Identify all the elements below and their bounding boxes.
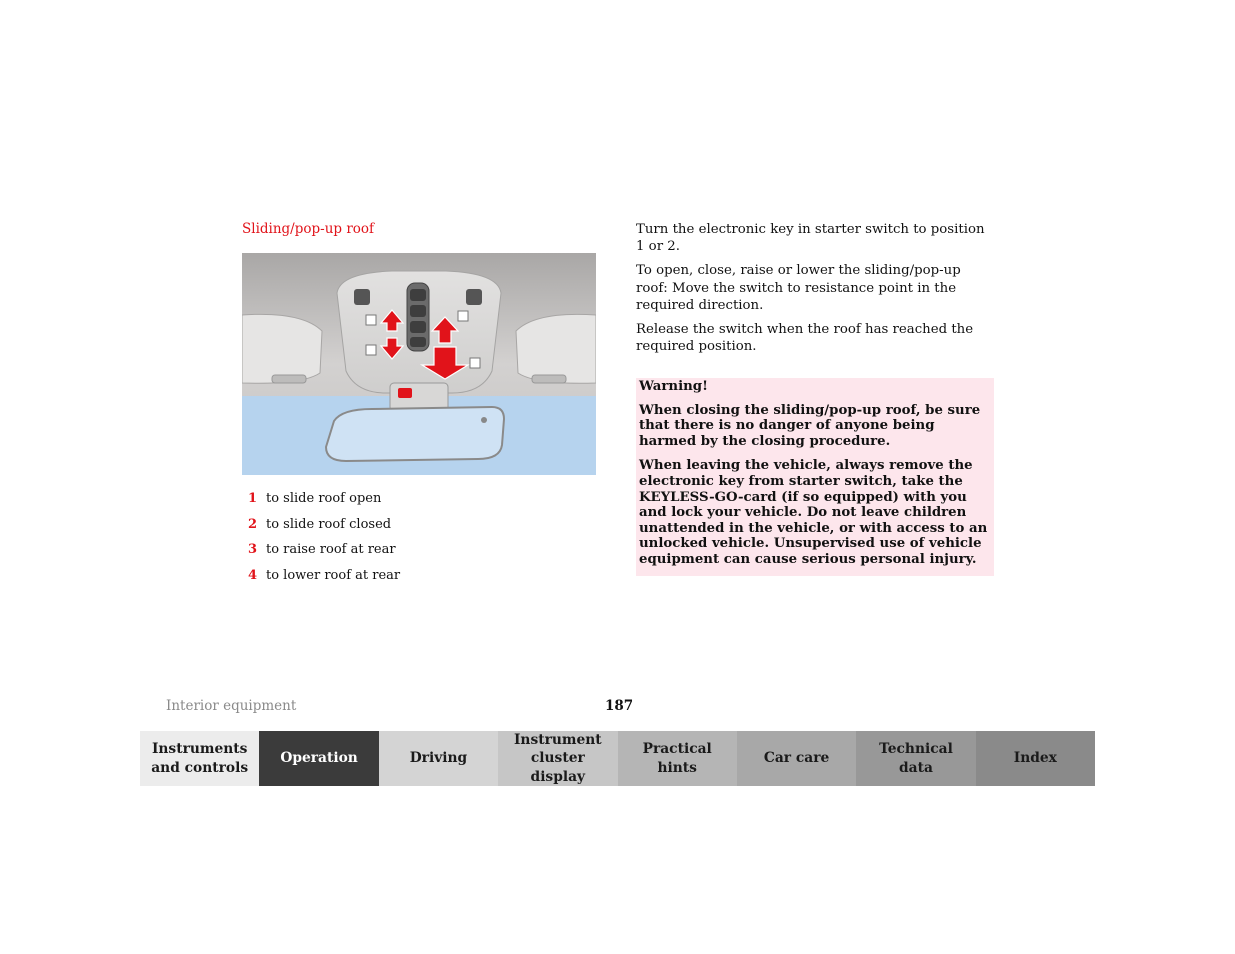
legend-text: to slide roof closed [266, 516, 392, 532]
instruction-paragraph: Release the switch when the roof has reached the required position. [636, 322, 974, 355]
legend-item [248, 567, 400, 593]
legend-text: to lower roof at rear [266, 568, 401, 584]
warning-paragraph: When leaving the vehicle, always remove the electronic key from starter switch, take the KEYLESS-GO-card (if so equipped) with you and lock your vehicle. Do not leave children unattended in the vehicle, or with access to an unlocked vehicle. Unsupervised use of vehicle equipment can cause serious personal injury. [639, 458, 988, 567]
tab-car-care[interactable] [737, 731, 856, 786]
legend-text: to slide roof open [266, 491, 382, 506]
tab-label: Index [1013, 750, 1057, 767]
section-title: Sliding/pop-up roof [242, 221, 375, 237]
tab-label: Practical hints [642, 741, 712, 776]
tab-label: Operation [280, 750, 358, 767]
legend-number: 4 [248, 568, 258, 584]
instructions [636, 221, 986, 362]
instruction-paragraph: Turn the electronic key in starter switch to position 1 or 2. [636, 222, 985, 255]
warning-box [636, 378, 994, 576]
tab-label: Driving [409, 750, 468, 767]
legend [248, 490, 400, 593]
roof-control-illustration [242, 253, 596, 475]
tab-instruments-and-controls[interactable] [140, 731, 259, 786]
legend-number: 3 [248, 542, 258, 558]
chapter-nav [140, 731, 1095, 786]
legend-number: 2 [248, 516, 258, 532]
warning-title: Warning! [639, 379, 708, 394]
warning-paragraph: When closing the sliding/pop-up roof, be sure that there is no danger of anyone being harmed by the closing procedure. [639, 402, 981, 449]
tab-instrument-cluster-display[interactable] [498, 731, 617, 786]
legend-item [248, 490, 400, 516]
tab-label: Instruments and controls [151, 741, 249, 776]
page-number: 187 [605, 698, 634, 714]
reading-lamp-right-button [466, 289, 482, 305]
instruction-paragraph: To open, close, raise or lower the sliding/pop-up roof: Move the switch to resistance point in the required direction. [636, 263, 961, 313]
legend-text: to raise roof at rear [266, 542, 396, 558]
tab-label: Technical data [879, 741, 953, 776]
sun-visor-left [242, 314, 322, 383]
tab-practical-hints[interactable] [618, 731, 737, 786]
legend-number: 1 [248, 491, 258, 506]
tab-technical-data[interactable] [856, 731, 975, 786]
tab-index[interactable] [976, 731, 1095, 786]
tab-label: Car care [763, 750, 830, 767]
reading-lamp-left-button [354, 289, 370, 305]
tab-driving[interactable] [379, 731, 498, 786]
sun-visor-right [516, 314, 596, 383]
legend-item [248, 516, 400, 542]
rearview-mirror [326, 407, 504, 461]
legend-item [248, 541, 400, 567]
footer-section-label: Interior equipment [166, 698, 297, 714]
tab-label: Instrument cluster display [513, 731, 602, 785]
tab-operation[interactable] [259, 731, 378, 786]
